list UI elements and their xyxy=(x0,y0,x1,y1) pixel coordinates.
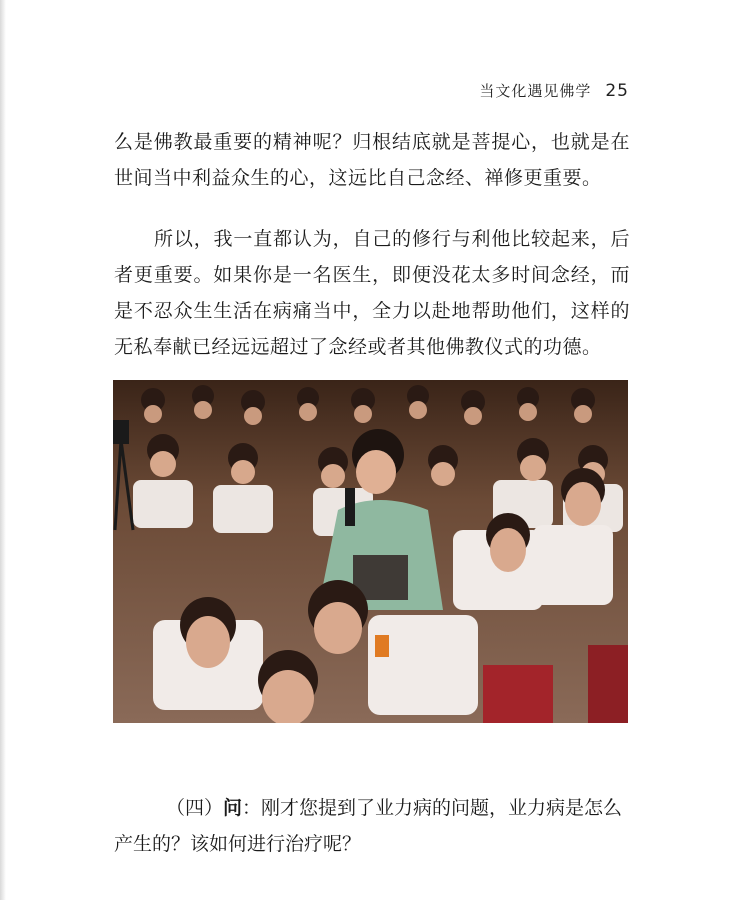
page-edge-shadow xyxy=(0,0,6,900)
header-title: 当文化遇见佛学 xyxy=(479,82,592,100)
question-label: 问 xyxy=(223,797,243,819)
question-line-2: 产生的？该如何进行治疗呢？ xyxy=(114,833,362,855)
question-text-1: ：刚才您提到了业力病的问题，业力病是怎么 xyxy=(242,797,623,819)
question-line-1 xyxy=(114,790,634,826)
question-block xyxy=(114,790,634,862)
paragraph-2: 所以，我一直都认为，自己的修行与利他比较起来，后者更重要。如果你是一名医生，即便没花太多时间念经，而是不忍众生生活在病痛当中，全力以赴地帮助他们，这样的无私奉献已经远远超过了念经或者其他佛教仪式的功德。 xyxy=(114,228,630,358)
page-number: 25 xyxy=(605,81,629,101)
audience-photo xyxy=(113,380,628,723)
paragraph-1: 么是佛教最重要的精神呢？归根结底就是菩提心，也就是在世间当中利益众生的心，这远比自己念经、禅修更重要。 xyxy=(114,131,630,189)
question-number: （四） xyxy=(166,797,224,819)
running-header xyxy=(479,80,629,101)
